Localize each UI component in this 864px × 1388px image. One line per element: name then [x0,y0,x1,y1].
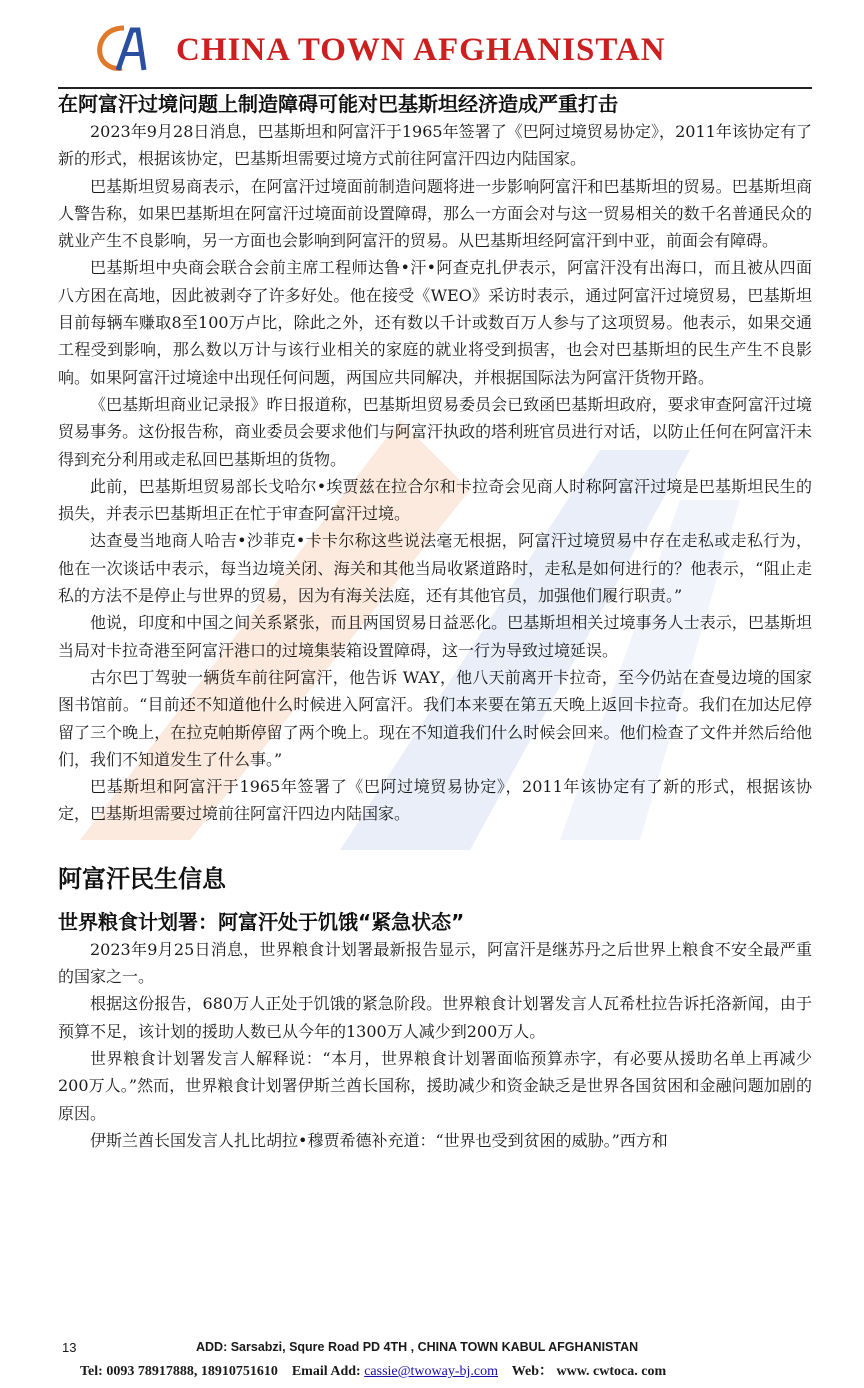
article-paragraph: 根据这份报告，680万人正处于饥饿的紧急阶段。世界粮食计划署发言人瓦希杜拉告诉托洛新闻，由于预算不足，该计划的援助人数已从今年的1300万人减少到200万人。 [58,994,812,1041]
article-paragraph: 伊斯兰酋长国发言人扎比胡拉•穆贾希德补充道：“世界也受到贫困的威胁。”西方和 [90,1130,668,1150]
article-paragraph: 2023年9月25日消息，世界粮食计划署最新报告显示，阿富汗是继苏丹之后世界上粮食不安全最严重的国家之一。 [58,939,812,987]
page-content [58,90,812,1154]
web-link[interactable]: www. cwtoca. com [556,1364,667,1379]
footer-contact [80,1360,666,1380]
brand-title: CHINA TOWN AFGHANISTAN [176,32,666,68]
article-paragraph: 古尔巴丁驾驶一辆货车前往阿富汗，他告诉 WAY，他八天前离开卡拉奇，至今仍站在查曼边境的国家图书馆前。“目前还不知道他什么时候进入阿富汗。我们本来要在第五天晚上返回卡拉奇。我们在加达尼停留了三个晚上，在拉克帕斯停留了两个晚上。现在不知道我们什么时候会回来。他们检查了文件并然后给他们，我们不知道发生了什么事。” [58,667,812,769]
header-divider [58,87,812,89]
email-label: Email Add: [291,1364,361,1379]
article-paragraph: 《巴基斯坦商业记录报》昨日报道称，巴基斯坦贸易委员会已致函巴基斯坦政府，要求审查阿富汗过境贸易事务。这份报告称，商业委员会要求他们与阿富汗执政的塔利班官员进行对话，以防止任何在阿富汗未得到充分利用或走私回巴基斯坦的货物。 [58,394,812,469]
livelihood-section [58,862,812,1154]
article-paragraph: 他说，印度和中国之间关系紧张，而且两国贸易日益恶化。巴基斯坦相关过境事务人士表示，巴基斯坦当局对卡拉奇港至阿富汗港口的过境集装箱设置障碍，这一行为导致过境延误。 [58,613,812,660]
footer-address: ADD: Sarsabzi, Squre Road PD 4TH , CHINA TOWN KABUL AFGHANISTAN [196,1340,639,1354]
article-paragraph: 巴基斯坦中央商会联合会前主席工程师达鲁•汗•阿查克扎伊表示，阿富汗没有出海口，而且被从四面八方困在高地，因此被剥夺了许多好处。他在接受《WEO》采访时表示，通过阿富汗过境贸易，巴基斯坦目前每辆车赚取8至100万卢比，除此之外，还有数以千计或数百万人参与了这项贸易。他表示，如果交通工程受到影响，那么数以万计与该行业相关的家庭的就业将受到损害，也会对巴基斯坦的民生产生不良影响。如果阿富汗过境途中出现任何问题，两国应共同解决，并根据国际法为阿富汗货物开路。 [58,258,812,387]
article-title: 在阿富汗过境问题上制造障碍可能对巴基斯坦经济造成严重打击 [58,92,618,116]
tel-label: Tel: [80,1364,103,1379]
section-title: 阿富汗民生信息 [58,864,226,893]
article-paragraph: 2023年9月28日消息，巴基斯坦和阿富汗于1965年签署了《巴阿过境贸易协定》，2011年该协定有了新的形式，根据该协定，巴基斯坦需要过境方式前往阿富汗四边内陆国家。 [58,122,812,169]
article-paragraph: 达查曼当地商人哈吉•沙菲克•卡卡尔称这些说法毫无根据，阿富汗过境贸易中存在走私或走私行为，他在一次谈话中表示，每当边境关闭、海关和其他当局收紧道路时，走私是如何进行的？他表示，“阻止走私的方法不是停止与世界的贸易，因为有海关法庭，还有其他官员，加强他们履行职责。” [58,531,812,606]
article-paragraph: 世界粮食计划署发言人解释说：“本月，世界粮食计划署面临预算赤字，有必要从援助名单上再减少200万人。”然而，世界粮食计划署伊斯兰酋长国称，援助减少和资金缺乏是世界各国贫困和金融问题加剧的原因。 [58,1048,812,1123]
article-transit-trade [58,90,812,828]
article-paragraph: 巴基斯坦贸易商表示，在阿富汗过境面前制造问题将进一步影响阿富汗和巴基斯坦的贸易。巴基斯坦商人警告称，如果巴基斯坦在阿富汗过境面前设置障碍，那么一方面会对与这一贸易相关的数千名普通民众的就业产生不良影响，另一方面也会影响到阿富汗的贸易。从巴基斯坦经阿富汗到中亚，前面会有障碍。 [58,176,812,251]
tel-value: 0093 78917888, 18910751610 [106,1364,278,1379]
email-link[interactable]: cassie@twoway-bj.com [364,1364,498,1379]
article-title: 世界粮食计划署：阿富汗处于饥饿“紧急状态” [58,909,465,934]
page-header [0,14,864,86]
article-paragraph: 巴基斯坦和阿富汗于1965年签署了《巴阿过境贸易协定》，2011年该协定有了新的形式，根据该协定，巴基斯坦需要过境前往阿富汗四边内陆国家。 [58,777,812,824]
article-paragraph: 此前，巴基斯坦贸易部长戈哈尔•埃贾兹在拉合尔和卡拉奇会见商人时称阿富汗过境是巴基斯坦民生的损失，并表示巴基斯坦正在忙于审查阿富汗过境。 [58,476,812,524]
web-label: Web： [511,1364,553,1379]
page-number: 13 [62,1340,77,1355]
ca-logo-icon [94,22,150,76]
